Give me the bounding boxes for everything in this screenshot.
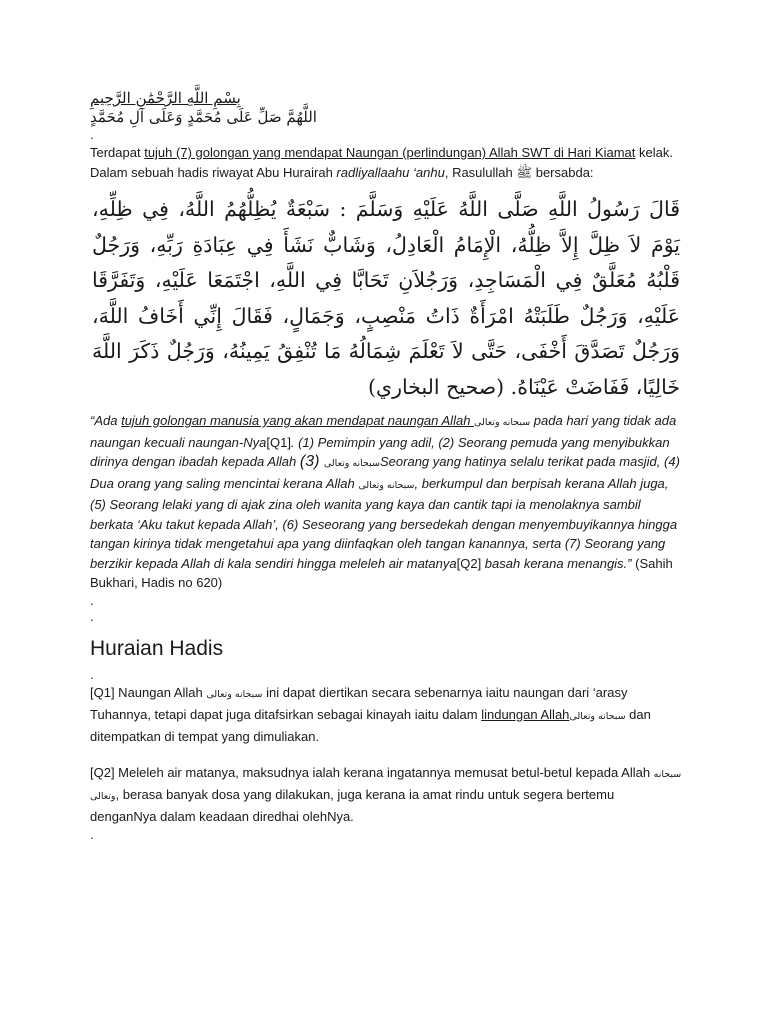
translation-text: . (1) Pemimpin yang adil, (2) Seorang pemuda yang menyibukkan dirinya dengan ibadah kepada Allah — [90, 434, 670, 469]
translation-text: , berkumpul dan berpisah kerana Allah juga, (5) Seorang lelaki yang di ajak zina oleh wanita yang kaya dan cantik tapi ia menolaknya sambil berkata ‘Aku takut kepada Allah’, (6) Seseorang yang bersedekah dengan menyembuyikannya hingga tangan kirinya tidak mengetahui apa yang diinfaqkan oleh tangan kanannya, serta (7) Seorang yang berzikir kepada Allah di kala sendiri hingga meleleh air matanya — [90, 475, 678, 571]
swt-glyph: سبحانه وتعالى — [323, 458, 380, 469]
q1-text: [Q1] Naungan Allah — [90, 684, 207, 700]
footnote-ref-q2[interactable]: [Q2] — [456, 555, 482, 571]
document-page — [90, 90, 682, 843]
swt-glyph: سبحانه وتعالى — [90, 768, 682, 802]
intro-text: kelak. Dalam sebuah hadis riwayat Abu Hurairah — [90, 145, 673, 180]
translation-text: basah kerana menangis.” — [481, 555, 632, 571]
salawat-glyph-icon: ﷺ — [516, 166, 533, 181]
q2-text: [Q2] Meleleh air matanya, maksudnya ialah kerana ingatannya memusat betul-betul kepada Allah — [90, 764, 654, 780]
salawat: اللَّهُمَّ صَلِّ عَلَى مُحَمَّدٍ وَعَلَى آلِ مُحَمَّدٍ — [90, 108, 317, 126]
intro-italic: radliyallaahu ‘anhu — [336, 165, 445, 180]
section-heading: Huraian Hadis — [90, 636, 224, 660]
swt-glyph: سبحانه وتعالى — [569, 710, 626, 722]
paragraph-gap — [90, 747, 682, 763]
dot-separator: . — [90, 608, 94, 624]
intro-underlined: tujuh (7) golongan yang mendapat Naungan (perlindungan) Allah SWT di Hari Kiamat — [144, 145, 636, 160]
arabic-hadith-text: قَالَ رَسُولُ اللَّهِ صَلَّى اللَّهُ عَلَيْهِ وَسَلَّمَ : سَبْعَةٌ يُظِلُّهُمُ اللَّهُ، فِي ظِلِّهِ، يَوْمَ لاَ ظِلَّ إِلاَّ ظِلُّهُ، الْإِمَامُ الْعَادِلُ، وَشَابٌّ نَشَأَ فِي عِبَادَةِ رَبِّهِ، وَرَجُلٌ قَلْبُهُ مُعَلَّقٌ فِي الْمَسَاجِدِ، وَرَجُلاَنِ تَحَابَّا فِي اللَّهِ، اجْتَمَعَا عَلَيْهِ، وَتَفَرَّقَا عَلَيْهِ، وَرَجُلٌ طَلَبَتْهُ امْرَأَةٌ ذَاتُ مَنْصِبٍ، وَجَمَالٍ، فَقَالَ إِنِّي أَخَافُ اللَّهَ، وَرَجُلٌ تَصَدَّقَ أَخْفَى، حَتَّى لاَ تَعْلَمَ شِمَالُهُ مَا تُنْفِقُ يَمِينُهُ، وَرَجُلٌ ذَكَرَ اللَّهَ خَالِيًا، فَفَاضَتْ عَيْنَاهُ. (صحيح البخاري) — [92, 197, 680, 399]
footnote-ref-q1[interactable]: [Q1] — [266, 434, 291, 450]
dot-separator: . — [90, 592, 94, 608]
swt-glyph: سبحانه وتعالى — [206, 688, 263, 700]
explanation-q2 — [90, 763, 682, 827]
dot-separator: . — [90, 666, 94, 682]
salawat-block — [90, 108, 682, 127]
translation-text: pada hari yang tidak ada naungan kecuali naungan-Nya — [90, 413, 677, 450]
intro-paragraph — [90, 143, 682, 184]
dot-separator: . — [90, 127, 94, 142]
hadith-translation — [90, 411, 682, 593]
translation-text: “Ada — [90, 413, 122, 428]
q1-underlined: lindungan Allah — [481, 706, 570, 722]
translation-text: (3) — [299, 453, 324, 470]
translation-text: Seorang yang hatinya selalu terikat pada masjid, (4) Dua orang yang saling mencintai kerana Allah — [90, 454, 680, 491]
explanation-q1 — [90, 683, 682, 747]
q1-text: ini dapat diertikan secara sebenarnya iaitu naungan dari ‘arasy Tuhannya, tetapi dapat juga ditafsirkan sebagai kinayah iaitu dalam — [90, 684, 628, 722]
q1-text: dan ditempatkan di tempat yang dimuliakan. — [90, 706, 651, 744]
basmalah-block — [90, 90, 682, 108]
swt-glyph: سبحانه وتعالى — [358, 479, 415, 491]
basmalah: بِسْمِ اللَّهِ الرَّحْمَٰنِ الرَّحِيمِ — [90, 89, 241, 107]
dot-separator: . — [90, 826, 94, 842]
intro-text: bersabda: — [532, 165, 594, 180]
intro-text: Terdapat — [90, 145, 145, 160]
intro-text: , Rasulullah — [444, 165, 517, 180]
q2-text: , berasa banyak dosa yang dilakukan, juga kerana ia amat rindu untuk segera bertemu denganNya dalam keadaan diredhai olehNya. — [90, 786, 615, 824]
swt-glyph: سبحانه وتعالى — [474, 417, 531, 428]
translation-underlined: tujuh golongan manusia yang akan mendapat naungan Allah — [121, 413, 475, 428]
hadith-source: (Sahih Bukhari, Hadis no 620) — [90, 555, 673, 590]
